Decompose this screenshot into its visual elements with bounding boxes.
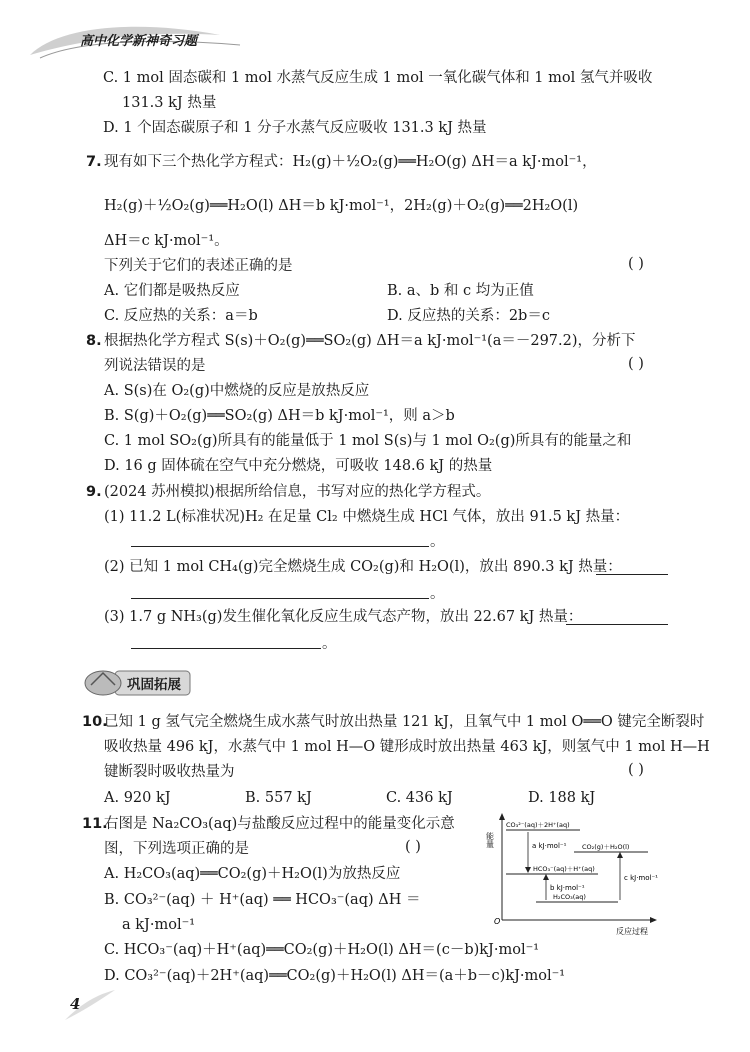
q11-number: 11. bbox=[82, 816, 108, 832]
energy-diagram bbox=[485, 812, 658, 937]
q7-line1: 现有如下三个热化学方程式：H₂(g)＋½O₂(g)══H₂O(g) ΔH＝a kJ·mol⁻¹， bbox=[104, 154, 597, 170]
q8-option-c: C. 1 mol SO₂(g)所具有的能量低于 1 mol S(s)与 1 mol O₂(g)所具有的能量之和 bbox=[104, 433, 632, 449]
arrow-c-label: c kJ·mol⁻¹ bbox=[624, 874, 658, 882]
q9-part3-answer-blank-b[interactable] bbox=[131, 648, 321, 649]
level-label-4: H₂CO₃(aq) bbox=[553, 893, 586, 901]
book-title: 高中化学新神奇习题 bbox=[80, 34, 198, 49]
q11-line1: 右图是 Na₂CO₃(aq)与盐酸反应过程中的能量变化示意 bbox=[104, 816, 455, 832]
q9-part3: (3) 1.7 g NH₃(g)发生催化氧化反应生成气态产物，放出 22.67 kJ 热量： bbox=[104, 609, 583, 625]
x-axis-label: 反应过程 bbox=[616, 927, 648, 936]
q9-number: 9. bbox=[86, 484, 102, 500]
q8-option-a: A. S(s)在 O₂(g)中燃烧的反应是放热反应 bbox=[104, 383, 370, 399]
q9-part3-answer-blank-a[interactable] bbox=[566, 624, 668, 625]
q6-option-c-line2: 131.3 kJ 热量 bbox=[122, 95, 217, 111]
q8-option-d: D. 16 g 固体硫在空气中充分燃烧，可吸收 148.6 kJ 的热量 bbox=[104, 458, 493, 474]
q7-option-a: A. 它们都是吸热反应 bbox=[104, 283, 240, 299]
q6-option-c-line1: C. 1 mol 固态碳和 1 mol 水蒸气反应生成 1 mol 一氧化碳气体和 1 mol 氢气并吸收 bbox=[103, 70, 653, 86]
q10-line2: 吸收热量 496 kJ，水蒸气中 1 mol H—O 键形成时放出热量 463 kJ，则氢气中 1 mol H—H bbox=[104, 739, 710, 755]
q6-option-d: D. 1 个固态碳原子和 1 分子水蒸气反应吸收 131.3 kJ 热量 bbox=[103, 120, 487, 136]
q9-part1-end: 。 bbox=[430, 534, 445, 550]
q10-option-d: D. 188 kJ bbox=[528, 790, 596, 806]
origin-label: O bbox=[494, 917, 501, 926]
q9-part2-end: 。 bbox=[430, 586, 445, 602]
q10-option-b: B. 557 kJ bbox=[245, 790, 312, 806]
q10-answer-paren[interactable]: ( ) bbox=[628, 762, 644, 778]
y-axis-label: 能量 bbox=[485, 832, 495, 848]
q8-option-b: B. S(g)＋O₂(g)══SO₂(g) ΔH＝b kJ·mol⁻¹，则 a＞b bbox=[104, 408, 455, 424]
q11-option-a: A. H₂CO₃(aq)══CO₂(g)＋H₂O(l)为放热反应 bbox=[104, 866, 401, 882]
y-axis-arrow bbox=[499, 813, 505, 820]
q9-stem: (2024 苏州模拟)根据所给信息，书写对应的热化学方程式。 bbox=[104, 484, 491, 500]
q10-line3: 键断裂时吸收热量为 bbox=[104, 764, 235, 780]
q7-number: 7. bbox=[86, 154, 102, 170]
q10-option-a: A. 920 kJ bbox=[104, 790, 171, 806]
q7-option-c: C. 反应热的关系：a＝b bbox=[104, 308, 258, 324]
q10-line1: 已知 1 g 氢气完全燃烧生成水蒸气时放出热量 121 kJ，且氧气中 1 mol O══O 键完全断裂时 bbox=[104, 714, 705, 730]
q11-line2: 图，下列选项正确的是 bbox=[104, 841, 249, 857]
q7-option-d: D. 反应热的关系：2b＝c bbox=[387, 308, 550, 324]
q7-option-b: B. a、b 和 c 均为正值 bbox=[387, 283, 534, 299]
section-title: 巩固拓展 bbox=[127, 677, 181, 693]
q9-part1: (1) 11.2 L(标准状况)H₂ 在足量 Cl₂ 中燃烧生成 HCl 气体，放出 91.5 kJ 热量： bbox=[104, 509, 630, 525]
q7-stem: 下列关于它们的表述正确的是 bbox=[104, 258, 293, 274]
q9-part3-end: 。 bbox=[322, 636, 337, 652]
q9-part1-answer-blank[interactable] bbox=[131, 546, 429, 547]
q9-part2: (2) 已知 1 mol CH₄(g)完全燃烧生成 CO₂(g)和 H₂O(l)，放出 890.3 kJ 热量： bbox=[104, 559, 622, 575]
q8-line1: 根据热化学方程式 S(s)＋O₂(g)══SO₂(g) ΔH＝a kJ·mol⁻¹(a＝－297.2)，分析下 bbox=[104, 333, 636, 349]
q7-line2: H₂(g)＋½O₂(g)══H₂O(l) ΔH＝b kJ·mol⁻¹，2H₂(g)＋O₂(g)══2H₂O(l) bbox=[104, 198, 579, 214]
page-number: 4 bbox=[70, 995, 81, 1013]
q7-line3: ΔH＝c kJ·mol⁻¹。 bbox=[104, 233, 229, 249]
q11-option-b-line2: a kJ·mol⁻¹ bbox=[122, 917, 196, 933]
q9-part2-answer-blank-a[interactable] bbox=[596, 574, 668, 575]
q10-number: 10. bbox=[82, 714, 108, 730]
q9-part2-answer-blank-b[interactable] bbox=[131, 598, 429, 599]
arrow-b-label: b kJ·mol⁻¹ bbox=[550, 884, 585, 892]
x-axis-arrow bbox=[650, 917, 657, 923]
q8-line2: 列说法错误的是 bbox=[104, 358, 206, 374]
q10-option-c: C. 436 kJ bbox=[386, 790, 453, 806]
q11-option-c: C. HCO₃⁻(aq)＋H⁺(aq)══CO₂(g)＋H₂O(l) ΔH＝(c－b)kJ·mol⁻¹ bbox=[104, 942, 540, 958]
level-label-2: CO₂(g)＋H₂O(l) bbox=[582, 843, 630, 851]
q11-answer-paren[interactable]: ( ) bbox=[405, 839, 421, 855]
q11-option-d: D. CO₃²⁻(aq)＋2H⁺(aq)══CO₂(g)＋H₂O(l) ΔH＝(a＋b－c)kJ·mol⁻¹ bbox=[104, 968, 566, 984]
level-label-3: HCO₃⁻(aq)＋H⁺(aq) bbox=[533, 865, 595, 873]
q7-answer-paren[interactable]: ( ) bbox=[628, 256, 644, 272]
arrow-a-label: a kJ·mol⁻¹ bbox=[532, 842, 567, 850]
q8-answer-paren[interactable]: ( ) bbox=[628, 356, 644, 372]
q11-option-b-line1: B. CO₃²⁻(aq) ＋ H⁺(aq) ══ HCO₃⁻(aq) ΔH ＝ bbox=[104, 892, 421, 908]
q8-number: 8. bbox=[86, 333, 102, 349]
level-label-1: CO₃²⁻(aq)＋2H⁺(aq) bbox=[506, 821, 570, 829]
page-footer-decoration bbox=[60, 985, 120, 1025]
